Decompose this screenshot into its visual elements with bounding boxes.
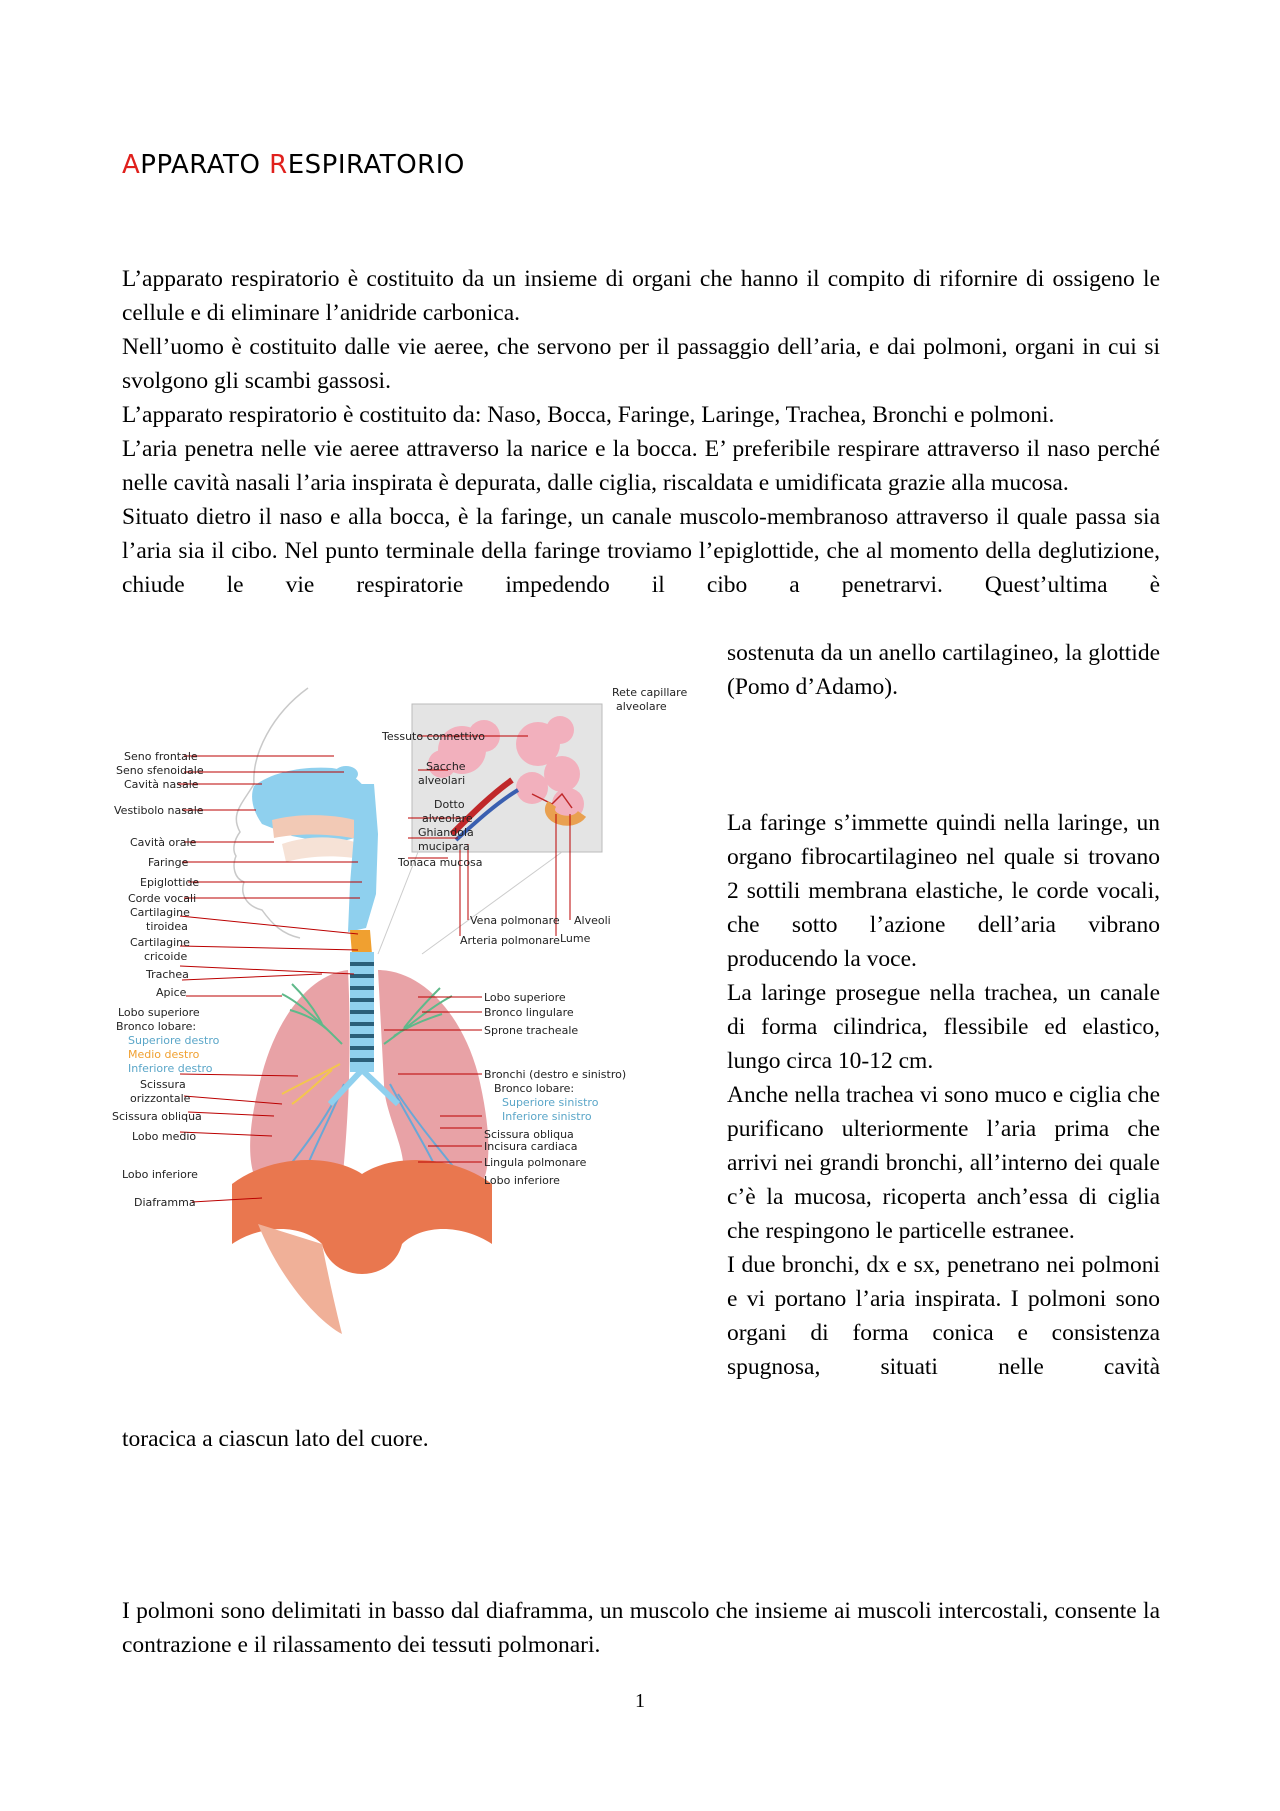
label: Bronco lobare: (116, 1020, 197, 1033)
label: Cartilagine (130, 906, 190, 919)
label: Cavità nasale (124, 778, 199, 791)
label: cricoide (144, 950, 188, 963)
label: orizzontale (130, 1092, 191, 1105)
right-column-text (727, 806, 1160, 1384)
label: Lingula polmonare (484, 1156, 587, 1169)
continuation-line: toracica a ciascun lato del cuore. (122, 1426, 429, 1452)
label: Scissura (140, 1078, 186, 1091)
label: Epiglottide (140, 876, 200, 889)
label: Bronco lobare: (494, 1082, 575, 1095)
label: Vestibolo nasale (114, 804, 204, 817)
label: Diaframma (134, 1196, 196, 1209)
frontal-sinus (334, 766, 358, 782)
paragraph: Anche nella trachea vi sono muco e ciglia che purificano ulteriormente l’aria prima che arrivi nei grandi bronchi, all’interno dei quale c’è la mucosa, ricoperta anch’essa di ciglia che respingono le particelle estranee. (727, 1082, 1160, 1244)
paragraph-bottom: I polmoni sono delimitati in basso dal diaframma, un muscolo che insieme ai muscoli intercostali, consente la contrazione e il rilassamento dei tessuti polmonari. (122, 1598, 1160, 1658)
paragraph: Situato dietro il naso e alla bocca, è la faringe, un canale muscolo-membranoso attraverso il quale passa sia l’aria sia il cibo. Nel punto terminale della faringe troviamo l’epiglottide, che al momento della deglutizione, chiude le vie respiratorie impedendo il cibo a penetrarvi. Quest’ultima è (122, 504, 1160, 598)
label: Sprone tracheale (484, 1024, 579, 1037)
label: Seno frontale (124, 750, 198, 763)
label: Trachea (146, 968, 189, 981)
label: Tonaca mucosa (398, 856, 483, 869)
label: Faringe (148, 856, 189, 869)
trachea (350, 952, 374, 1072)
paragraph: I due bronchi, dx e sx, penetrano nei polmoni e vi portano l’aria inspirata. I polmoni sono organi di forma conica e consistenza spugnosa, situati nelle cavità (727, 1252, 1160, 1380)
right-column-top (727, 636, 1160, 704)
label: Cartilagine (130, 936, 190, 949)
label-inferior-right: Inferiore destro (128, 1062, 213, 1075)
label: Seno sfenoidale (116, 764, 204, 777)
label-superior-left: Superiore sinistro (502, 1096, 599, 1109)
label: Apice (156, 986, 187, 999)
label: Lobo superiore (484, 991, 566, 1004)
intro-text (122, 262, 1160, 602)
paragraph: Nell’uomo è costituito dalle vie aeree, che servono per il passaggio dell’aria, e dai polmoni, organi in cui si svolgono gli scambi gassosi. (122, 334, 1160, 394)
respiratory-diagram-svg (112, 684, 722, 1360)
paragraph: La faringe s’immette quindi nella laringe, un organo fibrocartilagineo nel quale si trovano 2 sottili membrana elastiche, le corde vocali, che sotto l’azione dell’aria vibrano producendo la voce. (727, 810, 1160, 972)
title-initial-a: A (122, 150, 141, 180)
label: Bronco lingulare (484, 1006, 574, 1019)
label: Sacche (426, 760, 466, 773)
label: Lobo inferiore (484, 1174, 560, 1187)
paragraph: L’apparato respiratorio è costituito da: Naso, Bocca, Faringe, Laringe, Trachea, Bronchi e polmoni. (122, 402, 1055, 428)
label: Ghiandola (418, 826, 474, 839)
label: Incisura cardiaca (484, 1140, 578, 1153)
page-number: 1 (635, 1690, 645, 1712)
label-inferior-left: Inferiore sinistro (502, 1110, 592, 1123)
label-middle-right: Medio destro (128, 1048, 200, 1061)
label: Corde vocali (128, 892, 197, 905)
label: Scissura obliqua (484, 1128, 574, 1141)
label: Scissura obliqua (112, 1110, 202, 1123)
label: Cavità orale (130, 836, 197, 849)
label: alveolare (616, 700, 667, 713)
label: Lobo medio (132, 1130, 197, 1143)
paragraph: sostenuta da un anello cartilagineo, la glottide (Pomo d’Adamo). (727, 640, 1160, 700)
respiratory-diagram (112, 684, 722, 1360)
page-title (122, 150, 465, 180)
label: Alveoli (574, 914, 611, 927)
title-part-1: PPARATO (140, 150, 270, 180)
label: alveolari (418, 774, 466, 787)
label: Rete capillare (612, 686, 688, 699)
diaphragm (232, 1160, 492, 1274)
label: Arteria polmonare (460, 934, 560, 947)
label: Lobo superiore (118, 1006, 200, 1019)
label: tiroidea (146, 920, 188, 933)
title-initial-r: R (269, 150, 288, 180)
label: Lume (560, 932, 591, 945)
paragraph: La laringe prosegue nella trachea, un canale di forma cilindrica, flessibile ed elastico, lungo circa 10-12 cm. (727, 980, 1160, 1074)
label: mucipara (418, 840, 470, 853)
paragraph: L’apparato respiratorio è costituito da un insieme di organi che hanno il compito di rifornire di ossigeno le cellule e di eliminare l’anidride carbonica. (122, 266, 1160, 326)
paragraph: L’aria penetra nelle vie aeree attraverso la narice e la bocca. E’ preferibile respirare attraverso il naso perché nelle cavità nasali l’aria inspirata è depurata, dalle ciglia, riscaldata e umidificata grazie alla mucosa. (122, 436, 1160, 496)
label: Tessuto connettivo (382, 730, 486, 743)
label: alveolare (422, 812, 473, 825)
label-superior-right: Superiore destro (128, 1034, 220, 1047)
label: Bronchi (destro e sinistro) (484, 1068, 627, 1081)
label: Dotto (434, 798, 465, 811)
label: Lobo inferiore (122, 1168, 198, 1181)
title-part-2: ESPIRATORIO (287, 150, 465, 180)
label: Vena polmonare (470, 914, 560, 927)
